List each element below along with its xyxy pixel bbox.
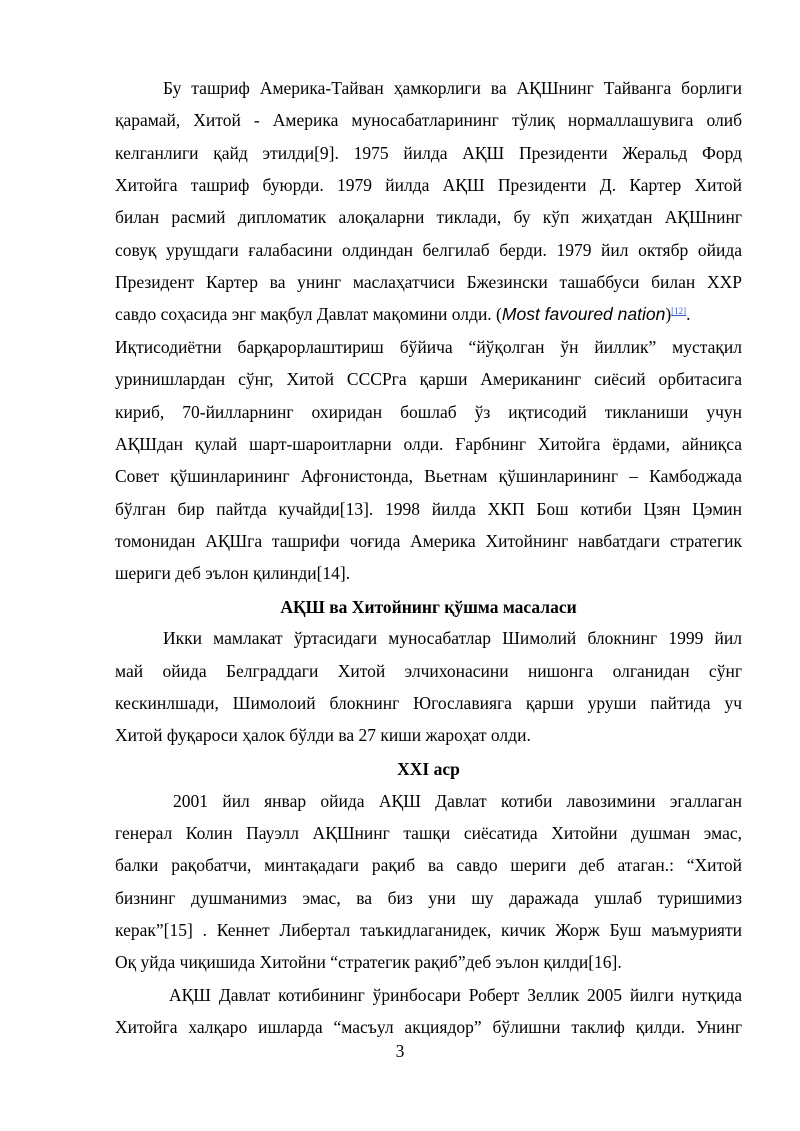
text-line: Бу ташриф Америка-Тайван ҳамкорлиги ва АҚШнинг Тайванга борлиги [163,78,742,98]
text-line: Совет қўшинларининг Афғонистонда, Вьетнам қўшинларининг – Камбоджада [115,466,742,486]
text-line: томонидан АҚШга ташрифи чоғида Америка Хитойнинг навбатдаги стратегик [115,531,742,551]
section-heading: XXI аср [397,759,460,779]
text-line: АҚШ Давлат котибининг ўринбосари Роберт Зеллик 2005 йилги нутқида [169,985,742,1005]
text-line [115,302,742,326]
text-line: уринишлардан сўнг, Хитой СССРга қарши Американинг сиёсий орбитасига [115,369,742,389]
text-line: балки рақобатчи, минтақадаги рақиб ва савдо шериги деб атаган.: “Хитой [115,855,742,875]
text-line: керак”[15] . Кеннет Либертал таъкидлаганидек, кичик Жорж Буш маъмурияти [115,920,742,940]
text-line: бизнинг душманимиз эмас, ва биз уни шу даражада ушлаб туришимиз [115,888,742,908]
text-line: кескинлшади, Шимолоий блокнинг Югославияга қарши уруши пайтида уч [115,693,742,713]
text-line: Хитойга ташриф буюрди. 1979 йилда АҚШ Президенти Д. Картер Хитой [115,175,742,195]
text-line: билан расмий дипломатик алоқаларни тиклади, бу кўп жиҳатдан АҚШнинг [115,207,742,227]
text-line: келганлиги қайд этилди[9]. 1975 йилда АҚШ Президенти Жеральд Форд [115,143,742,163]
text-line: 2001 йил январ ойида АҚШ Давлат котиби лавозимини эгаллаган [173,791,742,811]
text-line: Икки мамлакат ўртасидаги муносабатлар Шимолий блокнинг 1999 йил [163,628,742,648]
text-line: шериги деб эълон қилинди[14]. [115,563,351,583]
text-line: Президент Картер ва унинг маслаҳатчиси Бжезински ташаббуси билан ХХР [115,272,742,292]
text-line: бўлган бир пайтда кучайди[13]. 1998 йилда ХКП Бош котиби Цзян Цэмин [115,499,742,519]
section-heading: АҚШ ва Хитойнинг қўшма масаласи [280,597,577,617]
text-line: Оқ уйда чиқишида Хитойни “стратегик рақиб”деб эълон қилди[16]. [115,952,622,972]
text-segment: . [686,304,691,324]
text-line: Хитой фуқароси ҳалок бўлди ва 27 киши жароҳат олди. [115,725,531,745]
text-line: АҚШдан қулай шарт-шароитларни олди. Ғарбнинг Хитойга ёрдами, айниқса [115,434,742,454]
page-number: 3 [395,1041,405,1061]
text-segment: ) [665,304,672,324]
text-line: кириб, 70-йилларнинг охиридан бошлаб ўз иқтисодий тикланиши учун [115,402,742,422]
text-line: генерал Колин Пауэлл АҚШнинг ташқи сиёсатида Хитойни душман эмас, [115,823,742,843]
footnote-link[interactable]: [12] [671,306,687,316]
italic-term: Most favoured nation [501,304,666,324]
text-line: Иқтисодиётни барқарорлаштириш бўйича “йўқолган ўн йиллик” мустақил [115,337,742,357]
text-line: совуқ урушдаги ғалабасини олдиндан белгилаб берди. 1979 йил октябр ойида [115,240,742,260]
text-line: май ойида Белграддаги Хитой элчихонасини нишонга олганидан сўнг [115,661,742,681]
text-line: Хитойга халқаро ишларда “масъул акциядор” бўлишни таклиф қилди. Унинг [115,1017,742,1037]
text-segment: савдо соҳасида энг мақбул Давлат мақомини олди. ( [115,304,502,324]
text-line: қарамай, Хитой - Америка муносабатларининг тўлиқ нормаллашувига олиб [115,110,742,130]
